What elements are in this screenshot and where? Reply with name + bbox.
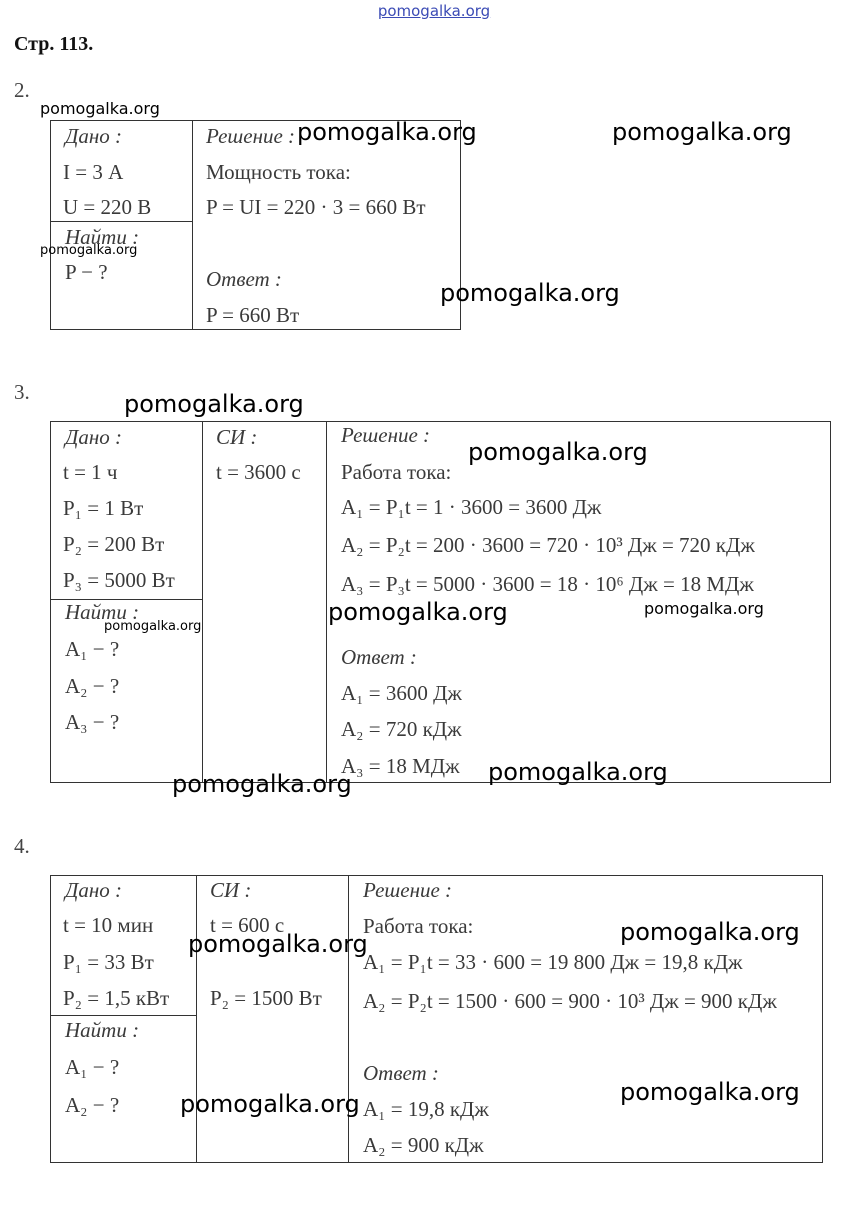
answer-line: A₁ = 19,8 кДж — [363, 1097, 489, 1121]
given-item: P₂ = 1,5 кВт — [63, 986, 170, 1010]
given-item: P₃ = 5000 Вт — [63, 568, 175, 592]
watermark: pomogalka.org — [172, 770, 352, 798]
solution-heading: Решение : — [341, 423, 431, 447]
given-item: t = 10 мин — [63, 913, 154, 937]
si-item: t = 3600 с — [216, 460, 301, 484]
find-item: A₁ − ? — [65, 637, 120, 661]
answer-line: A₃ = 18 МДж — [341, 754, 460, 778]
si-item: t = 600 с — [210, 913, 285, 937]
column-divider — [348, 875, 349, 1163]
solution-line: P = UI = 220 · 3 = 660 Вт — [206, 195, 426, 219]
find-item: P − ? — [65, 260, 108, 284]
answer-line: A₂ = 720 кДж — [341, 717, 462, 741]
column-divider — [192, 120, 193, 330]
answer-line: P = 660 Вт — [206, 303, 300, 327]
problem-4-number: 4. — [14, 834, 30, 858]
solution-line: A₁ = P₁t = 1 · 3600 = 3600 Дж — [341, 495, 602, 519]
solution-heading: Решение : — [206, 124, 296, 148]
find-heading: Найти : — [65, 225, 140, 249]
find-item: A₃ − ? — [65, 710, 120, 734]
watermark: pomogalka.org — [612, 118, 792, 146]
find-item: A₂ − ? — [65, 1093, 120, 1117]
si-item: P₂ = 1500 Вт — [210, 986, 322, 1010]
problem-2-number: 2. — [14, 78, 30, 102]
find-item: A₁ − ? — [65, 1055, 120, 1079]
solution-line: Работа тока: — [363, 914, 474, 938]
find-item: A₂ − ? — [65, 674, 120, 698]
watermark: pomogalka.org — [188, 930, 368, 958]
answer-heading: Ответ : — [341, 645, 417, 669]
solution-line: A₂ = P₂t = 200 · 3600 = 720 · 10³ Дж = 720 кДж — [341, 533, 755, 557]
given-heading: Дано : — [65, 425, 123, 449]
answer-heading: Ответ : — [363, 1061, 439, 1085]
answer-heading: Ответ : — [206, 267, 282, 291]
given-item: t = 1 ч — [63, 460, 118, 484]
given-item: P₁ = 1 Вт — [63, 496, 144, 520]
given-heading: Дано : — [65, 124, 123, 148]
given-item: I = 3 А — [63, 160, 124, 184]
given-find-divider — [50, 221, 192, 222]
solution-heading: Решение : — [363, 878, 453, 902]
solution-line: Работа тока: — [341, 460, 452, 484]
watermark: pomogalka.org — [124, 390, 304, 418]
problem-3-number: 3. — [14, 380, 30, 404]
given-find-divider — [50, 1015, 196, 1016]
watermark: pomogalka.org — [644, 599, 764, 618]
watermark: pomogalka.org — [328, 598, 508, 626]
watermark: pomogalka.org — [620, 1078, 800, 1106]
watermark: pomogalka.org — [468, 438, 648, 466]
solution-line: Мощность тока: — [206, 160, 351, 184]
watermark: pomogalka.org — [620, 918, 800, 946]
solution-line: A₃ = P₃t = 5000 · 3600 = 18 · 10⁶ Дж = 18 МДж — [341, 572, 754, 596]
watermark: pomogalka.org — [104, 619, 202, 634]
page-title: Стр. 113. — [14, 33, 94, 55]
answer-line: A₁ = 3600 Дж — [341, 681, 462, 705]
solution-line: A₁ = P₁t = 33 · 600 = 19 800 Дж = 19,8 кДж — [363, 950, 743, 974]
given-heading: Дано : — [65, 878, 123, 902]
watermark: pomogalka.org — [40, 99, 160, 118]
site-link[interactable]: pomogalka.org — [377, 2, 491, 20]
watermark: pomogalka.org — [297, 118, 477, 146]
watermark: pomogalka.org — [440, 279, 620, 307]
answer-line: A₂ = 900 кДж — [363, 1133, 484, 1157]
find-heading: Найти : — [65, 1018, 140, 1042]
find-heading: Найти : — [65, 600, 140, 624]
given-item: P₂ = 200 Вт — [63, 532, 165, 556]
given-item: U = 220 В — [63, 195, 152, 219]
watermark: pomogalka.org — [40, 243, 138, 258]
solution-line: A₂ = P₂t = 1500 · 600 = 900 · 10³ Дж = 900 кДж — [363, 989, 777, 1013]
given-item: P₁ = 33 Вт — [63, 950, 154, 974]
si-heading: СИ : — [210, 878, 252, 902]
column-divider — [196, 875, 197, 1163]
column-divider — [326, 421, 327, 783]
si-heading: СИ : — [216, 425, 258, 449]
watermark: pomogalka.org — [488, 758, 668, 786]
watermark: pomogalka.org — [180, 1090, 360, 1118]
column-divider — [202, 421, 203, 783]
